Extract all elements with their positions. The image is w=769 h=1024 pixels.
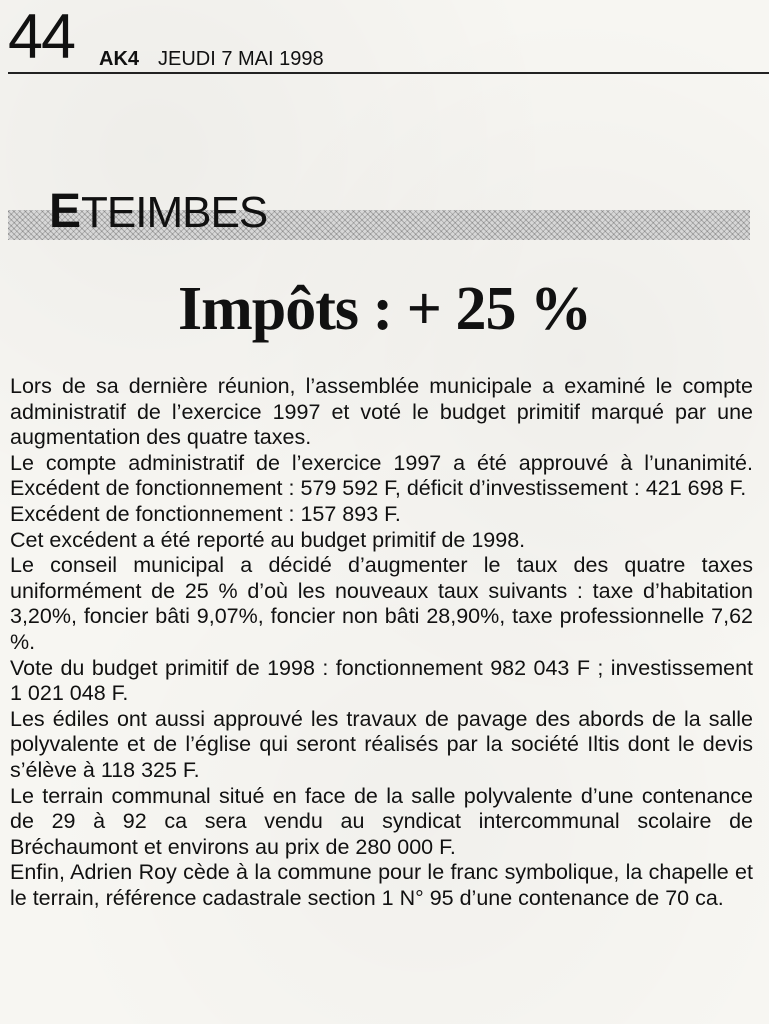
section-title-rest: TEIMBES [81, 188, 268, 237]
article-paragraph: Les édiles ont aussi approuvé les travaux de pavage des abords de la salle polyvalente et de l’église qui seront réalisés par la société Iltis dont le devis s’élève à 118 325 F. [10, 706, 753, 782]
article-paragraph: Le conseil municipal a décidé d’augmenter le taux des quatre taxes uniformément de 25 % d’où les nouveaux taux suivants : taxe d’habitation 3,20%, foncier bâti 9,07%, foncier non bâti 28,90%, taxe professionnelle 7,62 %. [10, 553, 753, 654]
article-paragraph: Enfin, Adrien Roy cède à la commune pour le franc symbolique, la chapelle et le terrain, référence cadastrale section 1 N° 95 d’une contenance de 70 ca. [10, 860, 753, 910]
headline: Impôts : + 25 % [177, 275, 591, 343]
section-title [49, 185, 268, 238]
article-paragraph: Le compte administratif de l’exercice 1997 a été approuvé à l’unanimité. Excédent de fonctionnement : 579 592 F, déficit d’investissement : 421 698 F. [10, 450, 753, 501]
edition-label: AK4 [99, 48, 140, 70]
masthead-rule [8, 72, 769, 74]
article-paragraph: Lors de sa dernière réunion, l’assemblée municipale a examiné le compte administratif de l’exercice 1997 et voté le budget primitif marqué par une augmentation des quatre taxes. [10, 374, 753, 450]
issue-date: JEUDI 7 MAI 1998 [158, 48, 324, 70]
page-number: 44 [8, 2, 75, 72]
article-paragraph: Vote du budget primitif de 1998 : fonctionnement 982 043 F ; investissement 1 021 048 F. [10, 655, 753, 706]
article-paragraph: Excédent de fonctionnement : 157 893 F. [10, 501, 401, 526]
article-paragraph: Cet excédent a été reporté au budget primitif de 1998. [10, 527, 526, 552]
article-paragraph: Le terrain communal situé en face de la salle polyvalente d’une contenance de 29 à 92 ca sera vendu au syndicat intercommunal scolaire de Bréchaumont et environs au prix de 280 000 F. [10, 783, 753, 859]
masthead [8, 2, 769, 76]
section-title-first-letter: E [49, 185, 82, 238]
article-body [10, 374, 753, 911]
